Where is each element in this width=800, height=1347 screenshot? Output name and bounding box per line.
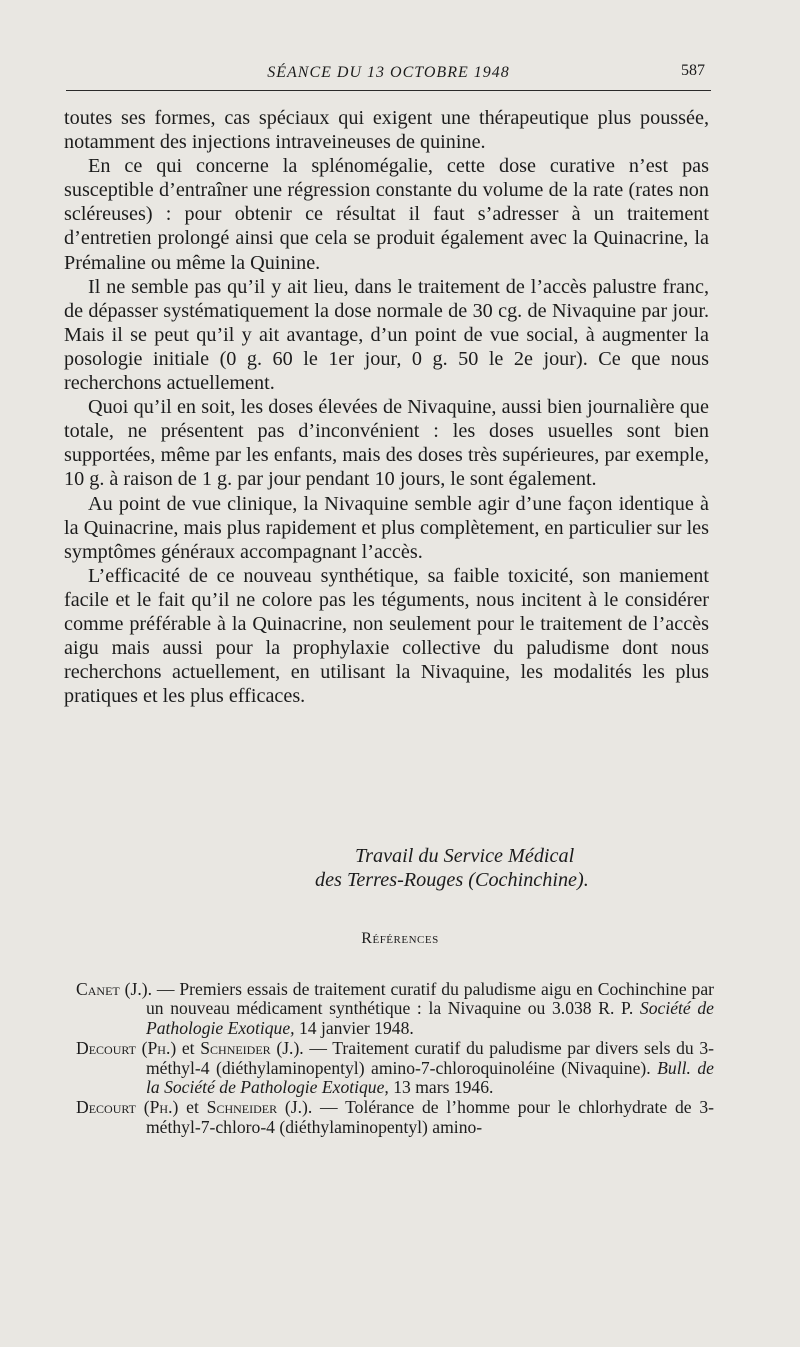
paragraph-conclusion: L’efficacité de ce nouveau synthétique, sa faible toxicité, son maniement facile et le fait qu’il ne colore pas les téguments, nous incitent à le considérer comme préférable à la Quinacrine, non seulement pour le traitement de l’accès aigu mais aussi pour la prophylaxie collective du paludisme dont nous recherchons actuellement, en utilisant la Nivaquine, les modalités les plus pratiques et les plus efficaces. [64,564,709,708]
signature-line-2: des Terres-Rouges (Cochinchine). [315,869,589,891]
reference-text: — Tolérance de l’homme pour le chlorhydrate de 3-méthyl-7-chloro-4 (diéthylaminopentyl) amino- [146,1097,715,1137]
paragraph-tolerance: Quoi qu’il en soit, les doses élevées de Nivaquine, aussi bien journalière que totale, ne présentent pas d’inconvénient : les doses usuelles sont bien supportées, même par les enfants, mais des doses très supérieures, par exemple, 10 g. à raison de 1 g. par jour pendant 10 jours, le sont également. [64,396,709,491]
paragraph-clinical: Au point de vue clinique, la Nivaquine semble agir d’une façon identique à la Quinacrine, mais plus rapidement et plus complètement, en particulier sur les symptômes généraux accompagnant l’accès. [64,492,709,563]
reference-text: — Traitement curatif du paludisme par divers sels du 3-méthyl-4 (diéthylaminopentyl) amino-7-chloroquinoléine (Nivaquine). [146,1038,714,1078]
reference-date: 13 mars 1946. [388,1077,494,1098]
paragraph-splenomegaly: En ce qui concerne la splénomégalie, cette dose curative n’est pas susceptible d’entraîner une régression constante du volume de la rate (rates non scléreuses) : pour obtenir ce résultat il faut s’adresser à un traitement d’entretien prolongé ainsi que cela se produit également avec la Quinacrine, la Prémaline ou même la Quinine. [64,155,709,274]
reference-authors: Canet (J.). [76,979,152,999]
reference-item [76,1039,714,1097]
reference-text: — Premiers essais de traitement curatif du paludisme aigu en Cochinchine par un nouveau médicament synthétique : la Nivaquine ou 3.038 R. P. [146,979,714,1019]
body-text [64,106,709,708]
reference-author-2: Schneider (J.). [200,1038,304,1059]
reference-conjunction: et [176,1038,201,1059]
reference-author-2: Schneider (J.). [206,1097,313,1118]
reference-item [76,1098,714,1137]
paragraph-dosage: Il ne semble pas qu’il y ait lieu, dans le traitement de l’accès palustre franc, de dépasser systématiquement la dose normale de 30 cg. de Nivaquine par jour. Mais il se peut qu’il y ait avantage, d’un point de vue social, à augmenter la posologie initiale (0 g. 60 le 1er jour, 0 g. 50 le 2e jour). Ce que nous recherchons actuellement. [64,275,709,395]
reference-date: 14 janvier 1948. [294,1017,414,1038]
signature-line-1: Travail du Service Médical [355,845,575,867]
signature [300,844,660,892]
reference-item [76,980,714,1038]
reference-journal: Bull. de la Société de Pathologie Exotique, [146,1057,714,1098]
reference-author-1: Decourt (Ph.) [76,1038,177,1059]
running-title: SÉANCE DU 13 OCTOBRE 1948 [267,64,510,81]
reference-conjunction: et [178,1097,207,1118]
references-heading: Références [361,930,439,947]
paragraph-continuation: toutes ses formes, cas spéciaux qui exigent une thérapeutique plus poussée, notamment des injections intraveineuses de quinine. [64,107,709,154]
page-number: 587 [681,62,705,79]
references-list [76,980,714,1138]
reference-author-1: Decourt (Ph.) [76,1097,179,1118]
reference-journal: Société de Pathologie Exotique, [146,998,714,1038]
running-head [66,60,711,91]
